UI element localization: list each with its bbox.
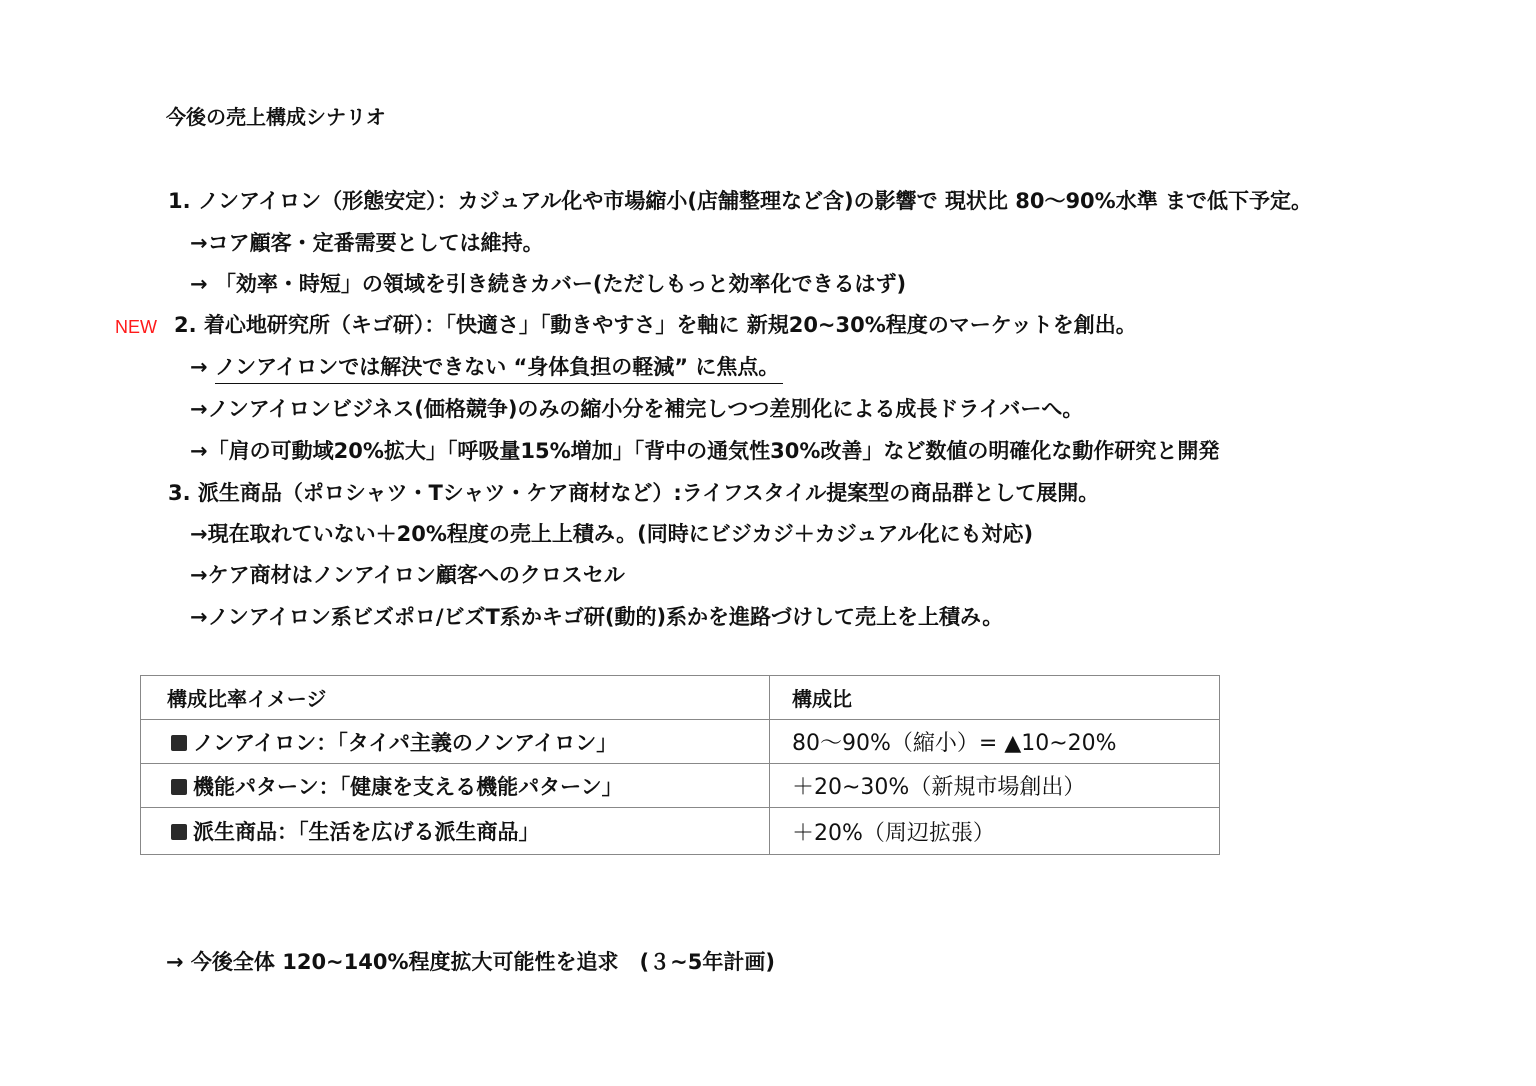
new-badge: NEW <box>115 317 157 337</box>
table-header-image: 構成比率イメージ <box>141 676 770 720</box>
table-cell-value <box>770 808 1220 855</box>
black-square-icon <box>171 824 187 840</box>
underlined-focus-text: ノンアイロンでは解決できない “身体負担の軽減” に焦点。 <box>215 353 784 384</box>
scenario-item-3-sub-3: →ノンアイロン系ビズポロ/ビズT系かキゴ研(動的)系かを進路づけして売上を上積み。 <box>190 605 1004 629</box>
scenario-item-1-sub-2: → 「効率・時短」の領域を引き続きカバー(ただしもっと効率化できるはず) <box>190 272 907 296</box>
row-label: 派生商品：「生活を広げる派生商品」 <box>193 820 540 844</box>
summary-line: → 今後全体 120~140%程度拡大可能性を追求 (３~5年計画) <box>166 950 775 974</box>
scenario-item-3-sub-2: →ケア商材はノンアイロン顧客へのクロスセル <box>190 563 625 587</box>
page-title: 今後の売上構成シナリオ <box>166 105 386 129</box>
row-label: ノンアイロン：「タイパ主義のノンアイロン」 <box>193 730 618 755</box>
row-value: ＋20~30%（新規市場創出） <box>792 775 1086 800</box>
table-cell-value <box>770 720 1220 764</box>
scenario-item-2-sub-2: →「肩の可動域20%拡大」「呼吸量15%増加」「背中の通気性30%改善」など数値の明確化な動作研究と開発 <box>190 439 1220 463</box>
black-square-icon <box>171 779 187 795</box>
scenario-item-2: 2. 着心地研究所（キゴ研）：「快適さ」「動きやすさ」を軸に 新規20~30%程度のマーケットを創出。 <box>174 313 1137 337</box>
scenario-item-2-sub-focus <box>190 353 783 384</box>
table-row <box>141 764 1220 808</box>
table-header-ratio: 構成比 <box>770 676 1220 720</box>
table-cell-label <box>141 764 770 808</box>
row-label: 機能パターン：「健康を支える機能パターン」 <box>193 774 623 799</box>
table-row <box>141 720 1220 764</box>
arrow: → <box>190 355 208 379</box>
scenario-item-3: 3. 派生商品（ポロシャツ・Tシャツ・ケア商材など）:ライフスタイル提案型の商品群として展開。 <box>168 481 1100 505</box>
table-cell-value <box>770 764 1220 808</box>
table-cell-label <box>141 720 770 764</box>
row-value: 80〜90%（縮小）= ▲10~20% <box>792 731 1117 756</box>
scenario-item-1: 1. ノンアイロン（形態安定）：カジュアル化や市場縮小(店舗整理など含)の影響で 現状比 80〜90%水準 まで低下予定。 <box>168 189 1313 213</box>
row-value: ＋20%（周辺拡張） <box>792 820 995 846</box>
scenario-item-3-sub-1: →現在取れていない＋20%程度の売上上積み。(同時にビジカジ＋カジュアル化にも対応) <box>190 522 1034 546</box>
scenario-item-1-sub-1: →コア顧客・定番需要としては維持。 <box>190 231 544 255</box>
black-square-icon <box>171 735 187 751</box>
table-row <box>141 808 1220 855</box>
table-header-row <box>141 676 1220 720</box>
composition-ratio-table <box>140 675 1220 855</box>
table-cell-label <box>141 808 770 855</box>
scenario-item-2-sub-1: →ノンアイロンビジネス(価格競争)のみの縮小分を補完しつつ差別化による成長ドライバーへ。 <box>190 397 1084 421</box>
